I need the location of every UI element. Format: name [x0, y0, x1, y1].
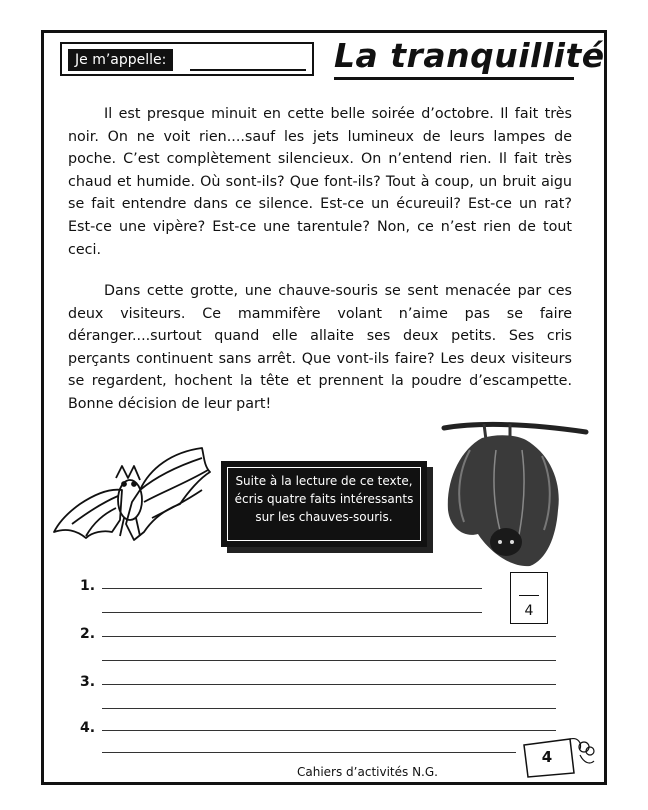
- name-label: Je m’appelle:: [68, 49, 173, 71]
- answer-line-4b[interactable]: [102, 752, 516, 753]
- instruction-box: [221, 461, 427, 547]
- answer-number-4: 4.: [80, 720, 96, 736]
- name-field-box: [60, 42, 314, 76]
- instruction-text: Suite à la lecture de ce texte, écris quatre faits intéressants sur les chauves-souris.: [227, 467, 421, 541]
- answer-number-1: 1.: [80, 578, 96, 594]
- score-input-line[interactable]: [519, 595, 539, 596]
- title-underline: [334, 77, 574, 80]
- answer-number-3: 3.: [80, 674, 96, 690]
- story-paragraph-1: Il est presque minuit en cette belle soirée d’octobre. Il fait très noir. On ne voit rien....sauf les jets lumineux de leurs lampes de poche. C’est complètement silencieux. On n’entend rien. Il fait très chaud et humide. Où sont-ils? Que font-ils? Tout à coup, un bruit aigu se fait entendre dans ce silence. Est-ce un écureuil? Est-ce un rat? Est-ce une vipère? Est-ce une tarentule? Non, ce n’est rien de tout ceci.: [68, 106, 572, 258]
- page-badge-icon: [520, 733, 600, 779]
- answer-line-3b[interactable]: [102, 708, 556, 709]
- page-number: 4: [541, 748, 553, 766]
- score-box: [510, 572, 548, 624]
- hanging-bat-icon: [440, 410, 588, 572]
- score-total: 4: [524, 603, 534, 619]
- answer-number-2: 2.: [80, 626, 96, 642]
- answer-line-2a[interactable]: [102, 636, 556, 637]
- answer-line-2b[interactable]: [102, 660, 556, 661]
- answer-line-1b[interactable]: [102, 612, 482, 613]
- answer-line-3a[interactable]: [102, 684, 556, 685]
- page-title: La tranquillité: [334, 36, 605, 75]
- footer-credit: Cahiers d’activités N.G.: [297, 765, 438, 779]
- answer-line-1a[interactable]: [102, 588, 482, 589]
- flying-bat-icon: [52, 440, 214, 552]
- story-paragraph-2: Dans cette grotte, une chauve-souris se sent menacée par ces deux visiteurs. Ce mammifère volant n’aime pas se faire déranger....surtout quand elle allaite ses deux petits. Ses cris perçants continuent sans arrêt. Que vont-ils faire? Les deux visiteurs se regardent, hochent la tête et prennent la poudre d’escampette. Bonne décision de leur part!: [68, 283, 572, 412]
- answer-line-4a[interactable]: [102, 730, 556, 731]
- name-input-line[interactable]: [190, 69, 306, 71]
